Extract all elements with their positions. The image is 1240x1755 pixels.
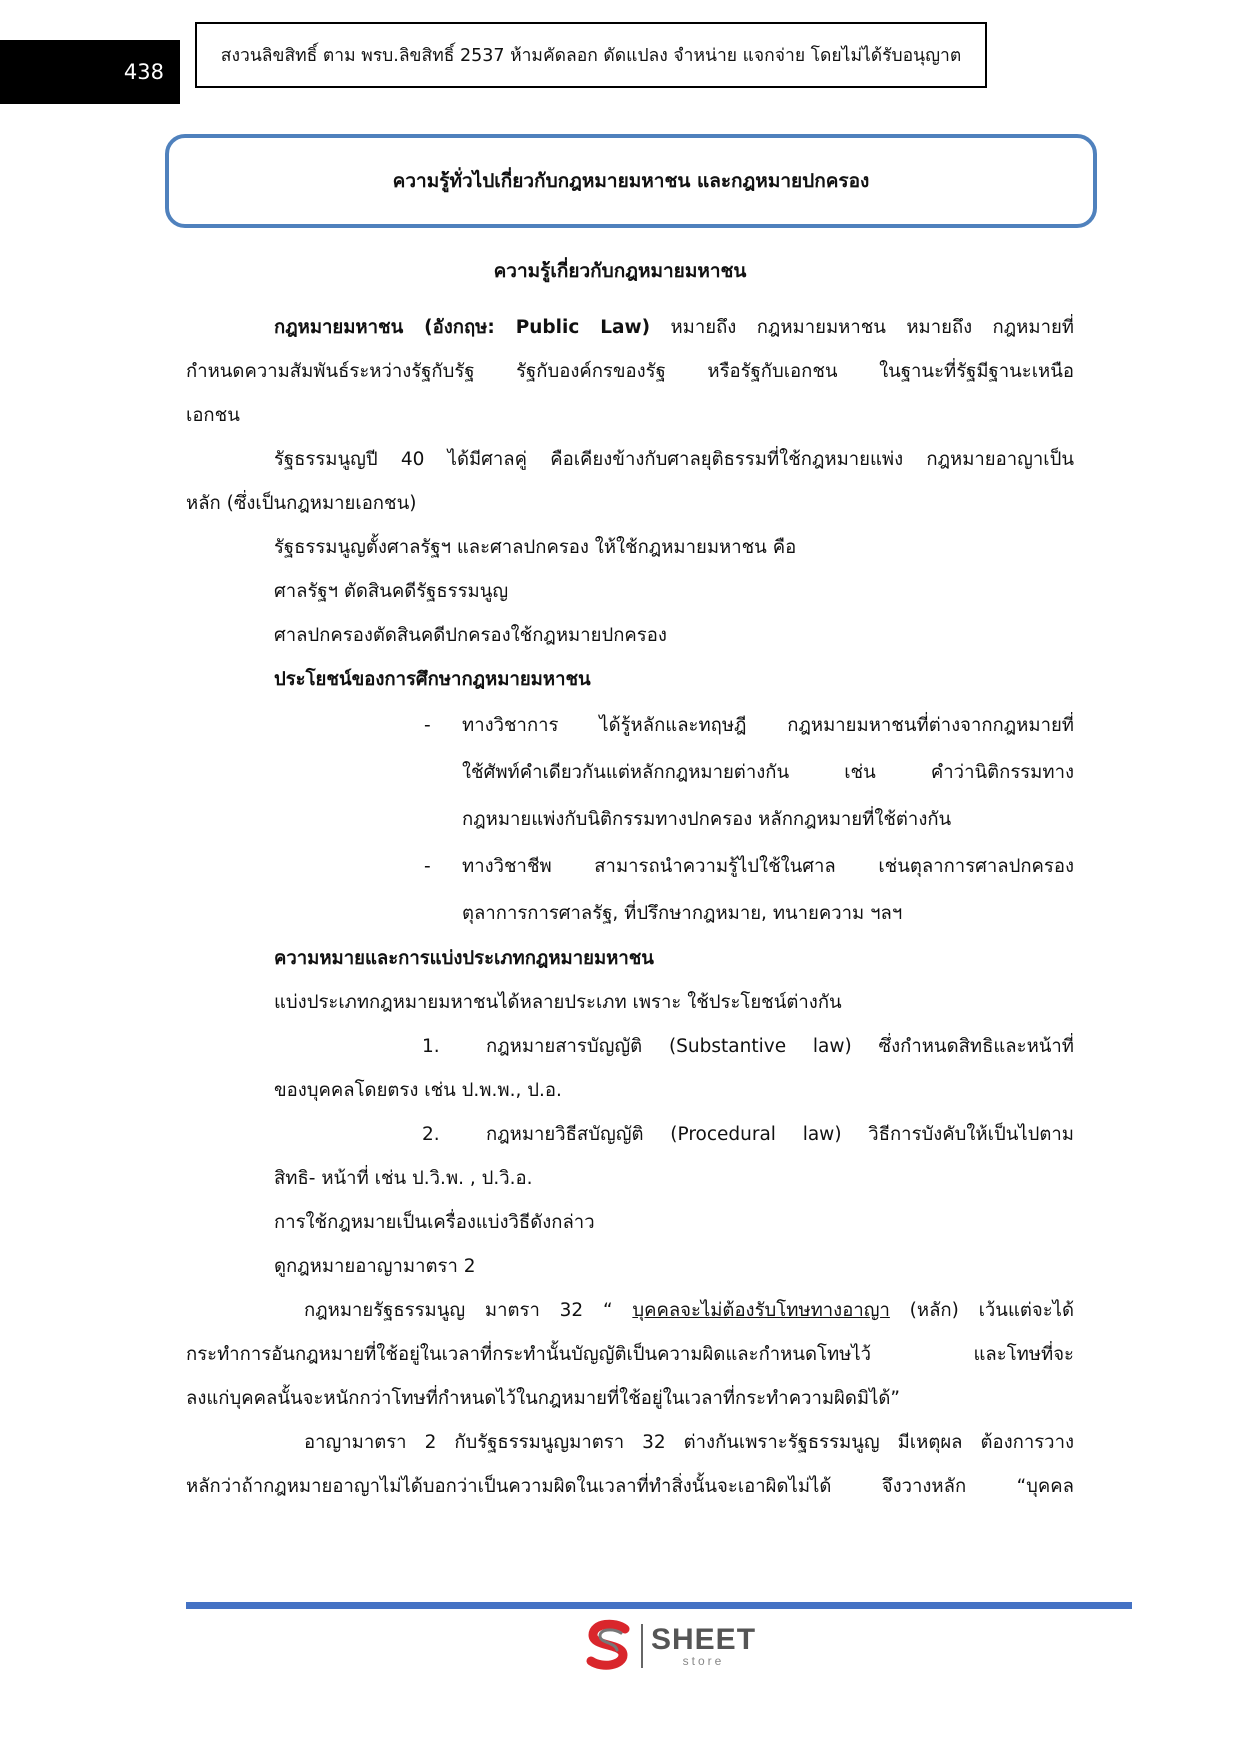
copyright-header <box>195 22 987 88</box>
section-title: ความรู้เกี่ยวกับกฎหมายมหาชน <box>493 260 747 282</box>
item-number: 1. <box>422 1036 440 1057</box>
paragraph-line: ทางวิชาชีพ สามารถนำความรู้ไปใช้ในศาล เช่นตุลาการศาลปกครอง <box>462 856 1074 877</box>
paragraph-line: ลงแก่บุคคลนั้นจะหนักกว่าโทษที่กำหนดไว้ในกฎหมายที่ใช้อยู่ในเวลาที่กระทำความผิดมิได้” <box>186 1388 900 1409</box>
paragraph-line: กฎหมายแพ่งกับนิติกรรมทางปกครอง หลักกฎหมายที่ใช้ต่างกัน <box>462 809 952 830</box>
logo-sub-text: store <box>682 1654 725 1668</box>
paragraph-line: กำหนดความสัมพันธ์ระหว่างรัฐกับรัฐ รัฐกับองค์กรของรัฐ หรือรัฐกับเอกชน ในฐานะที่รัฐมีฐานะเหนือ <box>186 361 1074 382</box>
paragraph-line: ทางวิชาการ ได้รู้หลักและทฤษฎี กฎหมายมหาชนที่ต่างจากกฎหมายที่ <box>462 715 1074 736</box>
paragraph-line: อาญามาตรา 2 กับรัฐธรรมนูญมาตรา 32 ต่างกันเพราะรัฐธรรมนูญ มีเหตุผล ต้องการวาง <box>304 1432 1074 1453</box>
list-item <box>186 843 1074 937</box>
bullet-text <box>462 702 1074 843</box>
paragraph-line: ศาลปกครองตัดสินคดีปกครองใช้กฎหมายปกครอง <box>274 625 667 646</box>
numbered-item <box>186 1025 1074 1069</box>
sheet-s-icon <box>585 1619 633 1673</box>
page-number-box <box>0 40 180 104</box>
paragraph-line: การใช้กฎหมายเป็นเครื่องแบ่งวิธีดังกล่าว <box>274 1212 595 1233</box>
text-span: (หลัก) เว้นแต่จะได้ <box>889 1300 1074 1321</box>
underlined-quote: บุคคลจะไม่ต้องรับโทษทางอาญา <box>632 1300 890 1321</box>
page-number: 438 <box>123 60 164 84</box>
text-span: กฎหมายรัฐธรรมนูญ มาตรา 32 “ <box>304 1300 633 1321</box>
copyright-notice: สงวนลิขสิทธิ์ ตาม พรบ.ลิขสิทธิ์ 2537 ห้ามคัดลอก ดัดแปลง จำหน่าย แจกจ่าย โดยไม่ได้รับอนุญาต <box>220 46 962 66</box>
paragraph-line: หลัก (ซึ่งเป็นกฎหมายเอกชน) <box>186 493 417 514</box>
term-public-law: กฎหมายมหาชน (อังกฤษ: Public Law) <box>274 317 651 338</box>
paragraph-line: เอกชน <box>186 405 240 426</box>
paragraph-line: กฎหมายวิธีสบัญญัติ (Procedural law) วิธีการบังคับให้เป็นไปตาม <box>486 1124 1074 1145</box>
bullet-dash: - <box>424 856 431 877</box>
paragraph-line: ใช้ศัพท์คำเดียวกันแต่หลักกฎหมายต่างกัน เช่น คำว่านิติกรรมทาง <box>462 762 1074 783</box>
item-number: 2. <box>422 1124 440 1145</box>
chapter-title-box <box>165 134 1097 228</box>
paragraph-line: สิทธิ- หน้าที่ เช่น ป.วิ.พ. , ป.วิ.อ. <box>274 1168 533 1189</box>
paragraph-line <box>186 1289 1074 1333</box>
paragraph-line: ของบุคคลโดยตรง เช่น ป.พ.พ., ป.อ. <box>274 1080 562 1101</box>
paragraph-line: ดูกฎหมายอาญามาตรา 2 <box>274 1256 476 1277</box>
paragraph-line: ตุลาการการศาลรัฐ, ที่ปรึกษากฎหมาย, ทนายความ ฯลฯ <box>462 903 903 924</box>
numbered-item <box>186 1113 1074 1157</box>
bullet-dash: - <box>424 715 431 736</box>
paragraph-line: กฎหมายสารบัญญัติ (Substantive law) ซึ่งกำหนดสิทธิและหน้าที่ <box>486 1036 1074 1057</box>
paragraph-line <box>186 306 1074 350</box>
heading-types: ความหมายและการแบ่งประเภทกฎหมายมหาชน <box>274 948 654 969</box>
chapter-title: ความรู้ทั่วไปเกี่ยวกับกฎหมายมหาชน และกฎหมายปกครอง <box>392 170 870 192</box>
paragraph-line: ศาลรัฐฯ ตัดสินคดีรัฐธรรมนูญ <box>274 581 509 602</box>
document-body <box>186 306 1074 1509</box>
paragraph-line: รัฐธรรมนูญตั้งศาลรัฐฯ และศาลปกครอง ให้ใช้กฎหมายมหาชน คือ <box>274 537 797 558</box>
heading-benefits: ประโยชน์ของการศึกษากฎหมายมหาชน <box>274 669 591 690</box>
text-span: หมายถึง กฎหมายมหาชน หมายถึง กฎหมายที่ <box>650 317 1074 338</box>
paragraph-line: แบ่งประเภทกฎหมายมหาชนได้หลายประเภท เพราะ ใช้ประโยชน์ต่างกัน <box>274 992 842 1013</box>
footer-rule <box>186 1602 1132 1609</box>
sheet-store-logo <box>585 1618 756 1674</box>
logo-wordmark <box>651 1625 756 1667</box>
bullet-text <box>462 843 1074 937</box>
logo-separator <box>641 1624 643 1668</box>
logo-main-text: SHEET <box>651 1623 757 1656</box>
paragraph-line: รัฐธรรมนูญปี 40 ได้มีศาลคู่ คือเคียงข้างกับศาลยุติธรรมที่ใช้กฎหมายแพ่ง กฎหมายอาญาเป็น <box>274 449 1074 470</box>
list-item <box>186 702 1074 843</box>
paragraph-line: กระทำการอันกฎหมายที่ใช้อยู่ในเวลาที่กระทำนั้นบัญญัติเป็นความผิดและกำหนดโทษไว้ และโทษที่จะ <box>186 1344 1074 1365</box>
paragraph-line: หลักว่าถ้ากฎหมายอาญาไม่ได้บอกว่าเป็นความผิดในเวลาที่ทำสิ่งนั้นจะเอาผิดไม่ได้ จึงวางหลัก “บุคคล <box>186 1476 1074 1497</box>
